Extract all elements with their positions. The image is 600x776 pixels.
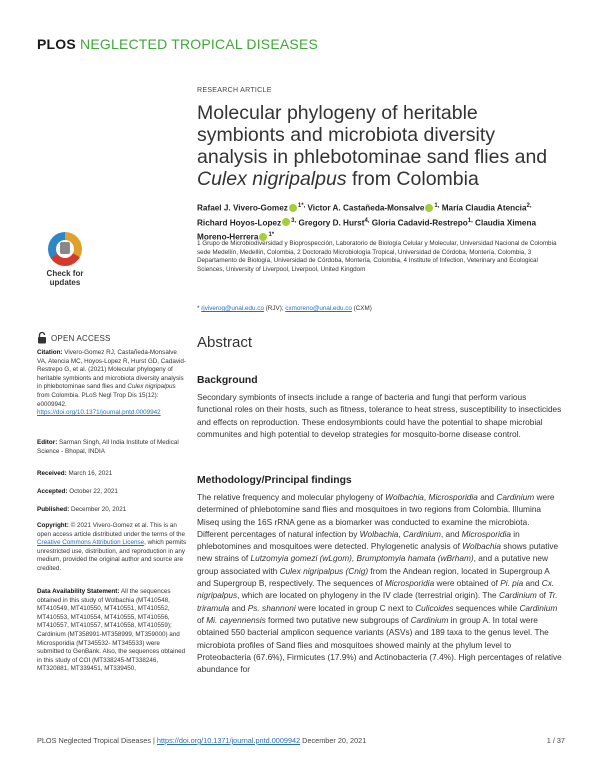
taxon-name: Lutzomyia gomezi (wLgom), Brumptomyia hamata (wBrham) (250, 553, 474, 564)
paragraph-text: were obtained of (434, 578, 501, 589)
methods-heading: Methodology/Principal findings (197, 475, 352, 486)
background-heading: Background (197, 375, 258, 386)
author-list (197, 200, 562, 244)
citation-doi-link[interactable]: https://doi.org/10.1371/journal.pntd.0009942 (37, 409, 161, 417)
paragraph-text: of (536, 590, 549, 601)
author-name: María Claudia Atencia (441, 203, 527, 213)
author-name: Rafael J. Vivero-Gomez (197, 203, 288, 213)
crossmark-icon (48, 232, 82, 266)
license-link[interactable]: Creative Commons Attribution License (37, 539, 145, 547)
crossmark-label: Check for updates (46, 269, 84, 287)
author-affiliation-marker: 1, (467, 217, 473, 224)
email-link-rjv[interactable]: rjviverog@unal.edu.co (201, 305, 264, 312)
author-name: Richard Hoyos-Lopez (197, 218, 282, 228)
email-link-cxm[interactable]: cxmoreno@unal.edu.co (285, 305, 352, 312)
paragraph-text: and (477, 492, 497, 502)
taxon-name: Cardinium (410, 614, 449, 625)
taxon-name: Cx. nigripalpus (197, 578, 555, 601)
methods-paragraph (197, 491, 562, 675)
journal-name: NEGLECTED TROPICAL DISEASES (80, 36, 319, 52)
paragraph-text: , (423, 492, 429, 502)
background-paragraph: Secondary symbionts of insects include a range of bacteria and fungi that perform various functional roles on their hosts, such as fitness, tolerance to heat stress, susceptibility to insecticides and effects on reproduction. These endosymbionts could have the potential to shape microbial communites and high potential to develop strategies for mosquito-borne disease control. (197, 392, 562, 439)
open-lock-icon (37, 332, 47, 344)
data-availability-block: Data Availability Statement: All the sequences obtained in this study of Wolbachia (MT410548, MT410549, MT410550, MT410551, MT410552, MT410553, MT410554, MT410555, MT410556, MT410557, MT410557, MT410558, MT410559); Cardinium (MT358991-MT358999, MT359000) and Microsporidia (MT345532- MT345533) were submitted to GenBank. Also, the sequences obtained in this study of COI (MT338245-MT338246, MT320881, MT339451, MT339450, (37, 588, 186, 673)
paragraph-text: and (229, 602, 248, 613)
taxon-name: Wolbachia (462, 541, 501, 552)
author-affiliation-marker: 4, (364, 217, 370, 224)
footer-doi-link[interactable]: https://doi.org/10.1371/journal.pntd.0009942 (156, 736, 301, 745)
page-number: 1 / 37 (546, 736, 565, 745)
accepted-date: Accepted: October 22, 2021 (37, 488, 118, 495)
paragraph-text: , (398, 528, 404, 539)
paragraph-text: of (197, 614, 207, 625)
taxon-name: Microsporidia (428, 492, 478, 502)
author-name: Gregory D. Hurst (298, 218, 365, 228)
paragraph-text: in group A. In total were obtained 550 bacterial amplicon sequence variants (ASVs) and 189 taxa to the genus level. The microbiota profiles of Sand flies and mosquitoes showed mainly at the phylum level to Proteobacteria (67.6%), Firmicutes (17.9%) and Actinobacteria (7.4%). High percentages of relative abundance for (197, 614, 562, 675)
taxon-name: Wolbachia (359, 528, 399, 539)
taxon-name: Culicoides (415, 602, 454, 613)
orcid-icon[interactable] (282, 218, 290, 226)
editor-block: Editor: Sarman Singh, All India Institute of Medical Science - Bhopal, INDIA (37, 439, 179, 455)
orcid-icon[interactable] (289, 204, 297, 212)
citation-block: Citation: Vivero-Gomez RJ, Castañeda-Monsalve VA, Atencia MC, Hoyos-Lopez R, Hurst GD, Cadavid-Restrepo G, et al. (2021) Molecular phylogeny of heritable symbionts and microbiota diversity analysis in phlebotominae sand flies and Culex nigripalpus from Colombia. PLoS Negl Trop Dis 15(12): e0009942. https://doi.org/10.1371/journal.pntd.0009942 (37, 349, 186, 417)
published-date: Published: December 20, 2021 (37, 506, 127, 513)
journal-header (37, 36, 318, 52)
author-affiliation-marker: 1* (268, 232, 275, 239)
taxon-name: Ps. shannoni (247, 602, 296, 613)
author-name: Claudia Ximena Moreno-Herrera (197, 218, 537, 243)
paragraph-text: were located in group C next to (295, 602, 416, 613)
taxon-name: Microsporidia (384, 578, 435, 589)
author-affiliation-marker: 3, (291, 217, 297, 224)
taxon-name: Pi. pia (500, 578, 524, 589)
taxon-name: Mi. cayennensis (206, 614, 266, 625)
corresponding-emails: * rjviverog@unal.edu.co (RJV); cxmoreno@unal.edu.co (CXM) (197, 305, 372, 312)
paragraph-text: and (523, 578, 542, 589)
author-name: Victor A. Castañeda-Monsalve (307, 203, 425, 213)
taxon-name: Microsporidia (461, 528, 511, 539)
taxon-name: Cardinium (496, 492, 535, 502)
taxon-name: Wolbachia (385, 492, 424, 502)
taxon-name: Cardinium (498, 590, 537, 601)
paragraph-text: shows putative new strains of (197, 541, 559, 564)
open-access-label: OPEN ACCESS (37, 332, 111, 344)
taxon-name: Cardinium (519, 602, 558, 613)
paragraph-text: , and (440, 528, 462, 539)
author-name: Gloria Cadavid-Restrepo (371, 218, 468, 228)
received-date: Received: March 16, 2021 (37, 470, 113, 477)
paragraph-text: formed two putative new subgroups of (265, 614, 411, 625)
paragraph-text: , which are located on phylogeny in the IV clade (terrestrial origin). The (237, 590, 499, 601)
article-type: RESEARCH ARTICLE (197, 87, 272, 94)
paragraph-text: The relative frequency and molecular phylogeny of (197, 492, 386, 502)
paragraph-text: were determined of phlebotomine sand flies and mosquitoes in two regions from Colombia. Illumina Miseq using the 16S rRNA gene as a biomarker was conducted to examine the microbiota. Different percentages of natural infection by (197, 492, 555, 539)
paragraph-text: from the Andean region, located in Supergroup A and Supergroup B, respectively. The sequences of (197, 565, 550, 589)
taxon-name: Culex nigripalpus (Cnig) (279, 565, 369, 576)
taxon-name: Tr. triramula (197, 590, 558, 613)
author-affiliation-marker: 1*, (297, 203, 306, 209)
author-affiliation-marker: 2, (526, 203, 532, 209)
copyright-block: Copyright: © 2021 Vivero-Gomez et al. This is an open access article distributed under the terms of the Creative Commons Attribution License, which permits unrestricted use, distribution, and reproduction in any medium, provided the original author and source are credited. (37, 522, 187, 572)
journal-prefix: PLOS (37, 36, 76, 52)
paragraph-text: , and a putative new group associated with (197, 553, 548, 576)
taxon-name: Cardinium (403, 528, 441, 539)
paragraph-text: in phlebotomines and mosquitoes were detected. Phylogenetic analysis of (197, 528, 520, 552)
orcid-icon[interactable] (425, 204, 433, 212)
article-title: Molecular phylogeny of heritable symbionts and microbiota diversity analysis in phlebotominae sand flies and Culex nigripalpus from Colombia (197, 102, 548, 190)
affiliations: 1 Grupo de Microbiodiversidad y Bioprospección, Laboratorio de Biología Celular y Molecular, Universidad Nacional de Colombia sede Medellín, Medellín, Colombia, 2 Doctorado Microbiología Tropical, Universidad de Córdoba, Montería, Colombia, 3 Departamento de Biología, Universidad de Córdoba, Montería, Colombia, 4 Institute of Infection, Veterinary and Ecological Sciences, University of Liverpool, Liverpool, United Kingdom (197, 240, 557, 274)
check-for-updates-button[interactable] (37, 232, 93, 287)
abstract-heading: Abstract (197, 334, 253, 351)
paragraph-text: sequences while (453, 602, 520, 613)
author-affiliation-marker: 1, (434, 203, 440, 209)
